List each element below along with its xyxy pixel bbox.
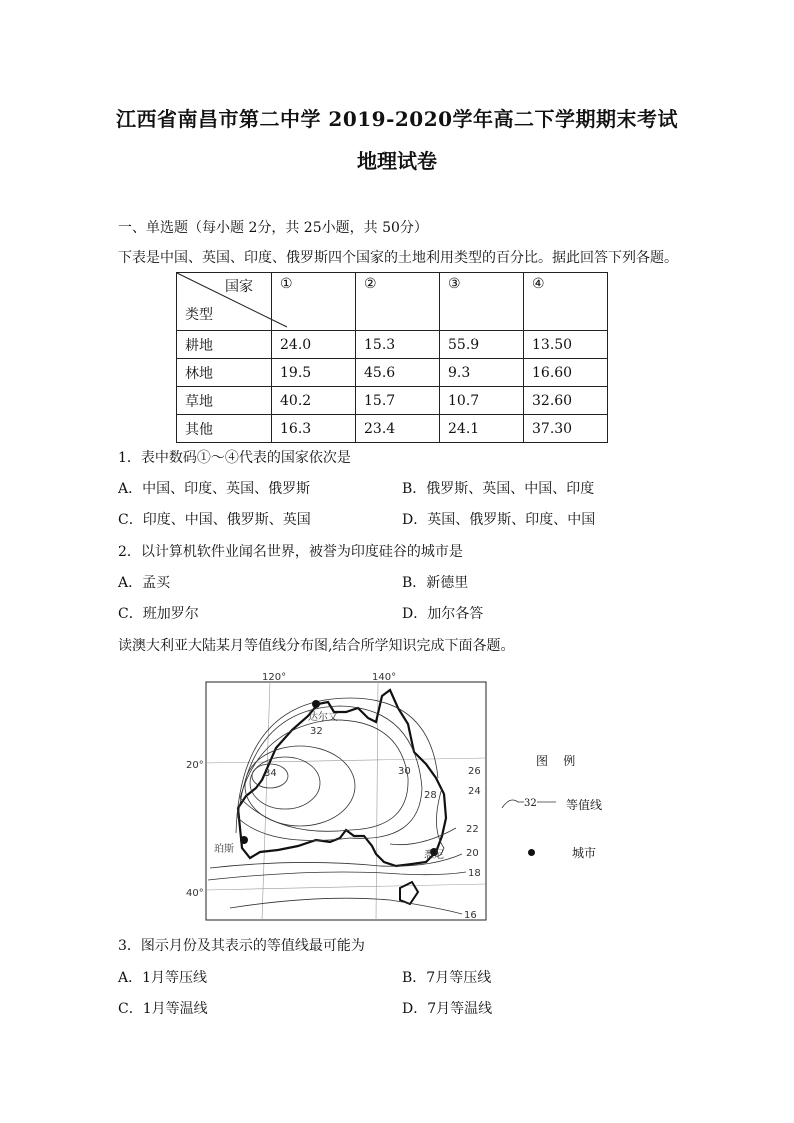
table-cell: 15.3: [356, 331, 440, 359]
isoline-label: 32: [310, 726, 323, 737]
question-1-option-c[interactable]: C．印度、中国、俄罗斯、英国: [118, 512, 311, 528]
lon-label-140: 140°: [372, 672, 397, 683]
table-row: [177, 331, 608, 359]
question-3-option-d[interactable]: D．7月等温线: [402, 1001, 493, 1017]
table-header-row: [177, 273, 608, 331]
table-corner-cell: [177, 273, 272, 331]
isoline-label: 34: [264, 768, 277, 779]
table-cell: 13.50: [524, 331, 608, 359]
isoline-label: 16: [464, 910, 477, 921]
column-header: ④: [524, 273, 608, 331]
lon-label-120: 120°: [262, 672, 287, 683]
table-intro: 下表是中国、英国、印度、俄罗斯四个国家的土地利用类型的百分比。据此回答下列各题。: [118, 250, 678, 266]
isoline-label: 18: [468, 868, 481, 879]
legend-isoline-label: 等值线: [566, 798, 603, 812]
column-header: ①: [272, 273, 356, 331]
table-cell: 37.30: [524, 415, 608, 443]
header-country: 国家: [225, 279, 253, 295]
legend-city-label: 城市: [572, 846, 597, 860]
exam-title: 江西省南昌市第二中学 2019-2020学年高二下学期期末考试: [115, 107, 679, 131]
row-label: 林地: [177, 359, 272, 387]
column-header: ③: [440, 273, 524, 331]
header-type: 类型: [185, 307, 213, 323]
table-cell: 16.60: [524, 359, 608, 387]
table-cell: 19.5: [272, 359, 356, 387]
question-3-option-c[interactable]: C．1月等温线: [118, 1001, 208, 1017]
exam-subject-title: 地理试卷: [357, 149, 437, 173]
isoline-label: 22: [466, 824, 479, 835]
legend-isoline-value: 32: [524, 798, 537, 809]
city-label-darwin: 达尔文: [308, 712, 338, 723]
section-heading: 一、单选题（每小题 2分，共 25小题，共 50分）: [118, 220, 428, 236]
parallel-20: [206, 758, 486, 763]
isoline-label: 28: [424, 790, 437, 801]
meridian-120: [262, 682, 270, 920]
city-label-sydney: 悉尼: [424, 850, 444, 861]
question-2-stem: 2．以计算机软件业闻名世界，被誉为印度硅谷的城市是: [118, 544, 463, 560]
land-use-table: [176, 272, 608, 443]
question-1-option-a[interactable]: A．中国、印度、英国、俄罗斯: [118, 481, 311, 497]
table-cell: 45.6: [356, 359, 440, 387]
question-3-option-a[interactable]: A．1月等压线: [118, 970, 208, 986]
isoline-18: [208, 872, 466, 880]
question-3-stem: 3．图示月份及其表示的等值线最可能为: [118, 938, 365, 954]
isoline-22: [390, 828, 456, 845]
isoline-label: 20: [466, 848, 479, 859]
lat-label-20: 20°: [186, 760, 204, 771]
question-2-option-d[interactable]: D．加尔各答: [402, 606, 484, 622]
table-cell: 15.7: [356, 387, 440, 415]
table-row: [177, 415, 608, 443]
isoline-label: 24: [468, 786, 481, 797]
city-darwin-marker: [312, 700, 320, 708]
table-cell: 32.60: [524, 387, 608, 415]
row-label: 耕地: [177, 331, 272, 359]
table-cell: 24.1: [440, 415, 524, 443]
table-row: [177, 387, 608, 415]
question-2-option-c[interactable]: C．班加罗尔: [118, 606, 199, 622]
isoline-label: 26: [468, 766, 481, 777]
legend-title: 图 例: [536, 754, 576, 768]
table-cell: 23.4: [356, 415, 440, 443]
lat-label-40: 40°: [186, 888, 204, 899]
table-cell: 40.2: [272, 387, 356, 415]
table-cell: 16.3: [272, 415, 356, 443]
table-row: [177, 359, 608, 387]
question-2-option-a[interactable]: A．孟买: [118, 575, 171, 591]
question-1-option-b[interactable]: B．俄罗斯、英国、中国、印度: [402, 481, 595, 497]
map-intro: 读澳大利亚大陆某月等值线分布图,结合所学知识完成下面各题。: [118, 638, 515, 654]
city-perth-marker: [240, 836, 248, 844]
isoline-label: 30: [398, 766, 411, 777]
legend-city-marker: [528, 849, 535, 856]
question-1-stem: 1．表中数码①～④代表的国家依次是: [118, 450, 351, 466]
column-header: ②: [356, 273, 440, 331]
table-cell: 55.9: [440, 331, 524, 359]
row-label: 草地: [177, 387, 272, 415]
isoline-16: [230, 898, 462, 914]
table-cell: 10.7: [440, 387, 524, 415]
question-1-option-d[interactable]: D．英国、俄罗斯、印度、中国: [402, 512, 596, 528]
city-label-perth: 珀斯: [214, 844, 234, 855]
question-3-option-b[interactable]: B．7月等压线: [402, 970, 492, 986]
table-cell: 24.0: [272, 331, 356, 359]
australia-isoline-map: [186, 668, 492, 924]
table-cell: 9.3: [440, 359, 524, 387]
parallel-40: [206, 884, 486, 890]
question-2-option-b[interactable]: B．新德里: [402, 575, 469, 591]
row-label: 其他: [177, 415, 272, 443]
